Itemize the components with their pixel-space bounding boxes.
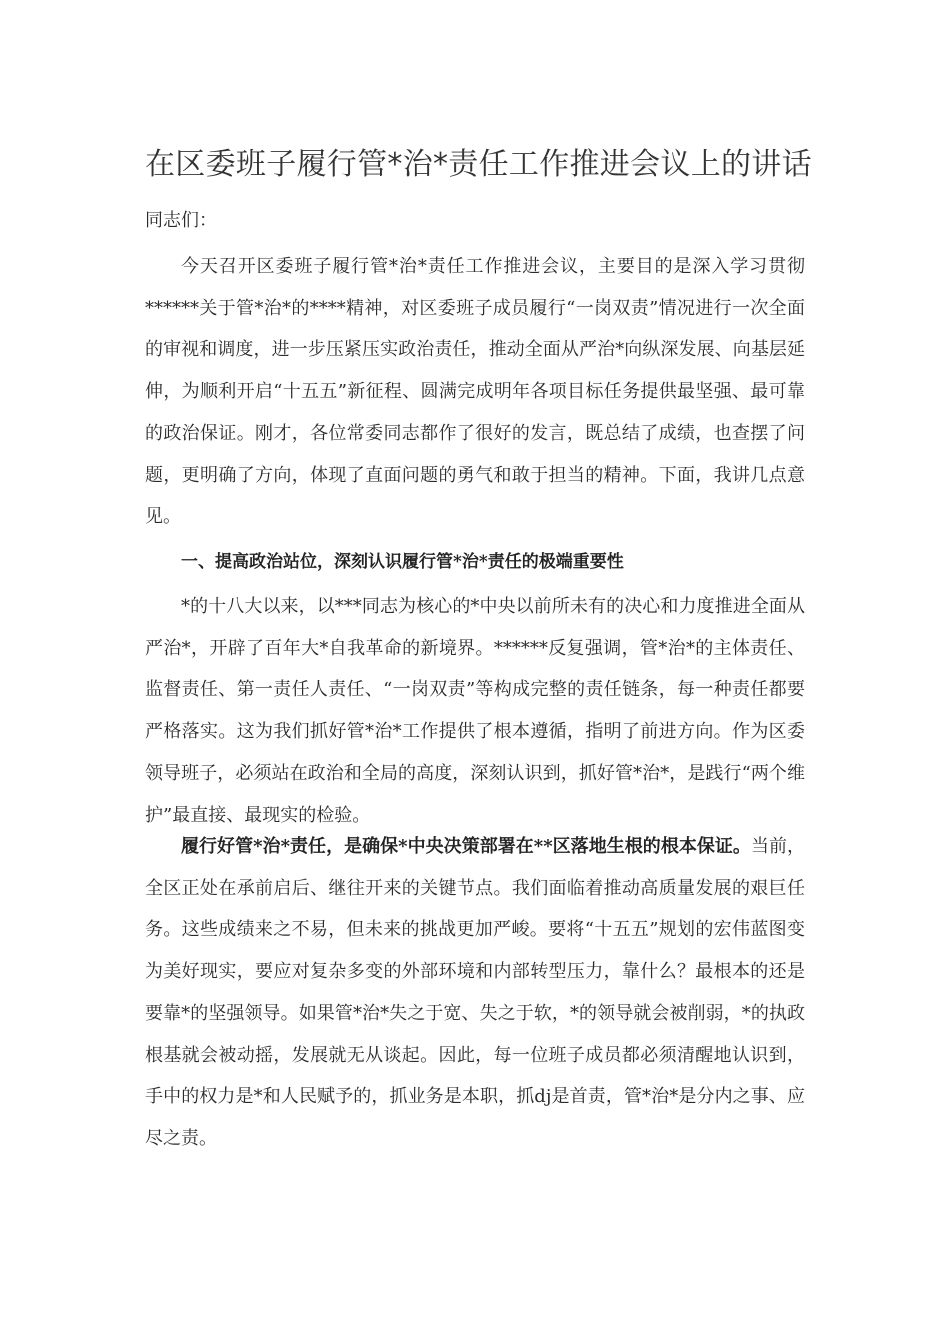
document-title: 在区委班子履行管*治*责任工作推进会议上的讲话 <box>145 147 812 182</box>
section-heading-1: 一、提高政治站位，深刻认识履行管*治*责任的极端重要性 <box>181 552 624 572</box>
body-paragraph-section-2 <box>145 826 805 1160</box>
body-paragraph-section-1: *的十八大以来，以***同志为核心的*中央以前所未有的决心和力度推进全面从严治*，开辟了百年大*自我革命的新境界。******反复强调，管*治*的主体责任、监督责任、第一责任人责任、“一岗双责”等构成完整的责任链条，每一种责任都要严格落实。这为我们抓好管*治*工作提供了根本遵循，指明了前进方向。作为区委领导班子，必须站在政治和全局的高度，深刻认识到，抓好管*治*，是践行“两个维护”最直接、最现实的检验。 <box>145 596 805 826</box>
body-paragraph-intro: 今天召开区委班子履行管*治*责任工作推进会议，主要目的是深入学习贯彻******关于管*治*的****精神，对区委班子成员履行“一岗双责”情况进行一次全面的审视和调度，进一步压紧压实政治责任，推动全面从严治*向纵深发展、向基层延伸，为顺利开启“十五五”新征程、圆满完成明年各项目标任务提供最坚强、最可靠的政治保证。刚才，各位常委同志都作了很好的发言，既总结了成绩，也查摆了问题，更明确了方向，体现了直面问题的勇气和敢于担当的精神。下面，我讲几点意见。 <box>145 256 805 528</box>
paragraph-body-text: 当前，全区正处在承前启后、继往开来的关键节点。我们面临着推动高质量发展的艰巨任务。这些成绩来之不易，但未来的挑战更加严峻。要将“十五五”规划的宏伟蓝图变为美好现实，要应对复杂多变的外部环境和内部转型压力，靠什么？最根本的还是要靠*的坚强领导。如果管*治*失之于宽、失之于软，*的领导就会被削弱，*的执政根基就会被动摇，发展就无从谈起。因此，每一位班子成员都必须清醒地认识到，手中的权力是*和人民赋予的，抓业务是本职，抓dj是首责，管*治*是分内之事、应尽之责。 <box>145 836 806 1149</box>
salutation: 同志们： <box>145 210 217 231</box>
paragraph-lead-sentence: 履行好管*治*责任，是确保*中央决策部署在**区落地生根的根本保证。 <box>181 836 751 857</box>
